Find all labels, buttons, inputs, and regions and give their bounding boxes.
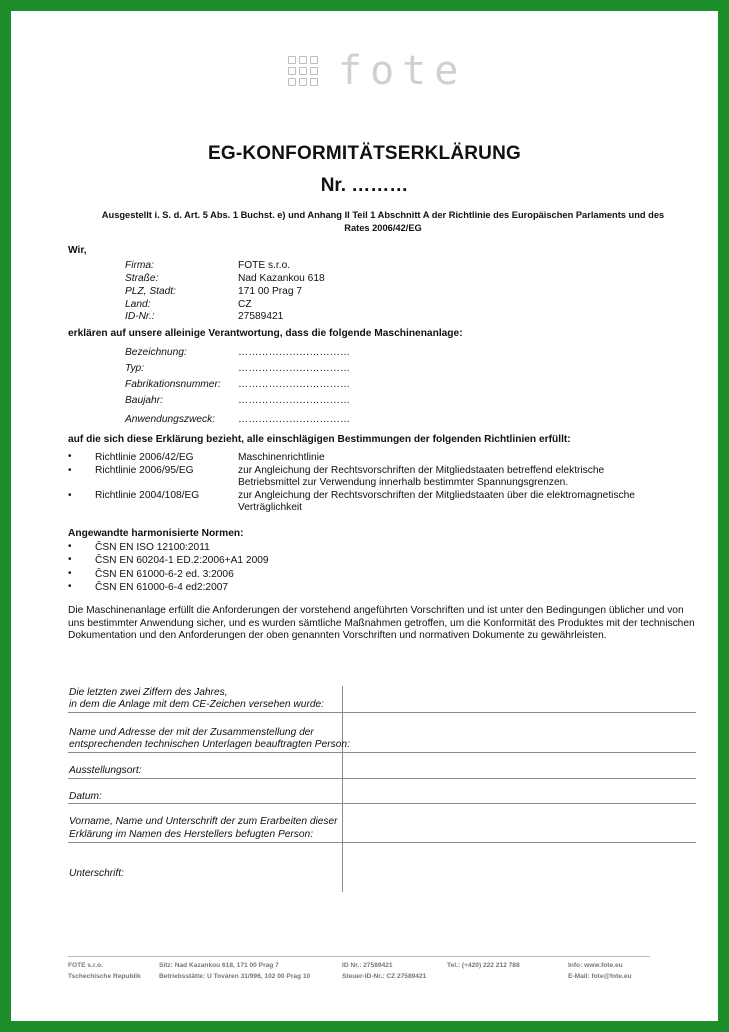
machine-field: ……………………………	[238, 379, 351, 390]
directive-desc: zur Angleichung der Rechtsvorschriften der Mitgliedstaaten über die elektromagnetische	[238, 490, 635, 501]
bullet: •	[68, 554, 72, 565]
bullet: •	[68, 568, 72, 579]
table-cell-label: Vorname, Name und Unterschrift der zum Erarbeiten dieser	[69, 816, 338, 827]
company-label: ID-Nr.:	[125, 311, 155, 322]
table-cell-label: Ausstellungsort:	[69, 765, 142, 776]
conformity-paragraph: Die Maschinenanlage erfüllt die Anforderungen der vorstehend angeführten Vorschriften und ist unter den Bedingungen üblicher und von uns bestimmter Anwendung sicher, und es wurden sämtliche Maßnahmen getroffen, um die Konformität des Produktes mit der technischen Dokumentation und den Anforderungen der oben genannten Vorschriften und normativen Dokumente zu gewährleisten.	[68, 605, 695, 642]
norm-item: ČSN EN 60204-1 ED.2:2006+A1 2009	[95, 555, 269, 566]
company-value: Nad Kazankou 618	[238, 273, 325, 284]
norm-item: ČSN EN 61000-6-2 ed. 3:2006	[95, 569, 234, 580]
bullet: •	[68, 490, 72, 501]
machine-label: Anwendungszweck:	[125, 414, 216, 425]
company-label: Land:	[125, 299, 151, 310]
machine-label: Typ:	[125, 363, 145, 374]
table-cell-label: Unterschrift:	[69, 868, 124, 879]
company-label: PLZ, Stadt:	[125, 286, 176, 297]
company-value: 27589421	[238, 311, 284, 322]
document-page	[11, 11, 718, 1021]
table-rule	[68, 712, 696, 713]
table-rule	[68, 803, 696, 804]
footer-id: ID Nr.: 27589421	[342, 962, 393, 969]
bullet: •	[68, 465, 72, 476]
directive-name: Richtlinie 2004/108/EG	[95, 490, 200, 501]
footer-plant: Betriebsstätte: U Továren 31/996, 102 00 Prag 10	[159, 973, 311, 980]
footer-company: FOTE s.r.o.	[68, 962, 103, 969]
table-rule	[68, 778, 696, 779]
footer-tax-id: Steuer-ID-Nr.: CZ 27589421	[342, 973, 427, 980]
machine-label: Baujahr:	[125, 395, 163, 406]
machine-field: ……………………………	[238, 347, 351, 358]
machine-field: ……………………………	[238, 414, 351, 425]
table-cell-label: Erklärung im Namen des Herstellers befugten Person:	[69, 829, 314, 840]
norms-heading: Angewandte harmonisierte Normen:	[68, 528, 244, 539]
norm-item: ČSN EN ISO 12100:2011	[95, 542, 210, 553]
declaration-text: erklären auf unsere alleinige Verantwortung, dass die folgende Maschinenanlage:	[68, 328, 463, 339]
company-label: Straße:	[125, 273, 159, 284]
norm-item: ČSN EN 61000-6-4 ed2:2007	[95, 582, 229, 593]
footer-seat: Sitz: Nad Kazankou 618, 171 00 Prag 7	[159, 962, 279, 969]
bullet: •	[68, 451, 72, 462]
company-label: Firma:	[125, 260, 154, 271]
issued-line-2: Rates 2006/42/EG	[344, 223, 422, 233]
directive-desc: Maschinenrichtlinie	[238, 452, 325, 463]
table-cell-label: in dem die Anlage mit dem CE-Zeichen versehen wurde:	[69, 699, 325, 710]
logo-grid-icon	[288, 56, 318, 86]
issued-line-1: Ausgestellt i. S. d. Art. 5 Abs. 1 Buchst. e) und Anhang II Teil 1 Abschnitt A der Richtlinie des Europäischen Parlaments und des	[101, 210, 665, 220]
table-cell-label: Name und Adresse der mit der Zusammenstellung der	[69, 727, 314, 738]
table-divider	[342, 686, 343, 892]
table-cell-label: Die letzten zwei Ziffern des Jahres,	[69, 687, 228, 698]
machine-field: ……………………………	[238, 363, 351, 374]
footer-country: Tschechische Republik	[68, 973, 141, 980]
directive-desc: Betriebsmittel zur Verwendung innerhalb bestimmter Spannungsgrenzen.	[238, 477, 569, 488]
company-value: FOTE s.r.o.	[238, 260, 291, 271]
company-value: CZ	[238, 299, 252, 310]
fote-logo	[288, 48, 467, 94]
machine-label: Bezeichnung:	[125, 347, 187, 358]
table-cell-label: entsprechenden technischen Unterlagen beauftragten Person:	[69, 739, 350, 750]
document-number: Nr. ………	[320, 175, 409, 196]
footer-rule	[68, 956, 650, 957]
bullet: •	[68, 581, 72, 592]
table-rule	[68, 752, 696, 753]
machine-label: Fabrikationsnummer:	[125, 379, 221, 390]
directive-desc: zur Angleichung der Rechtsvorschriften der Mitgliedstaaten betreffend elektrische	[238, 465, 605, 476]
footer-web: Info: www.fote.eu	[568, 962, 623, 969]
logo-text: fote	[338, 48, 467, 94]
footer-phone: Tel.: (+420) 222 212 788	[447, 962, 520, 969]
document-title: EG-KONFORMITÄTSERKLÄRUNG	[207, 143, 521, 164]
issued-statement	[73, 209, 693, 235]
table-rule	[68, 842, 696, 843]
table-cell-label: Datum:	[69, 791, 102, 802]
wir-label: Wir,	[68, 245, 87, 256]
bullet: •	[68, 541, 72, 552]
footer-email: E-Mail: fote@fote.eu	[568, 973, 632, 980]
directive-desc: Verträglichkeit	[238, 502, 302, 513]
machine-field: ……………………………	[238, 395, 351, 406]
directive-name: Richtlinie 2006/42/EG	[95, 452, 194, 463]
company-value: 171 00 Prag 7	[238, 286, 303, 297]
directive-name: Richtlinie 2006/95/EG	[95, 465, 194, 476]
directives-heading: auf die sich diese Erklärung bezieht, alle einschlägigen Bestimmungen der folgenden Richtlinien erfüllt:	[68, 434, 571, 445]
